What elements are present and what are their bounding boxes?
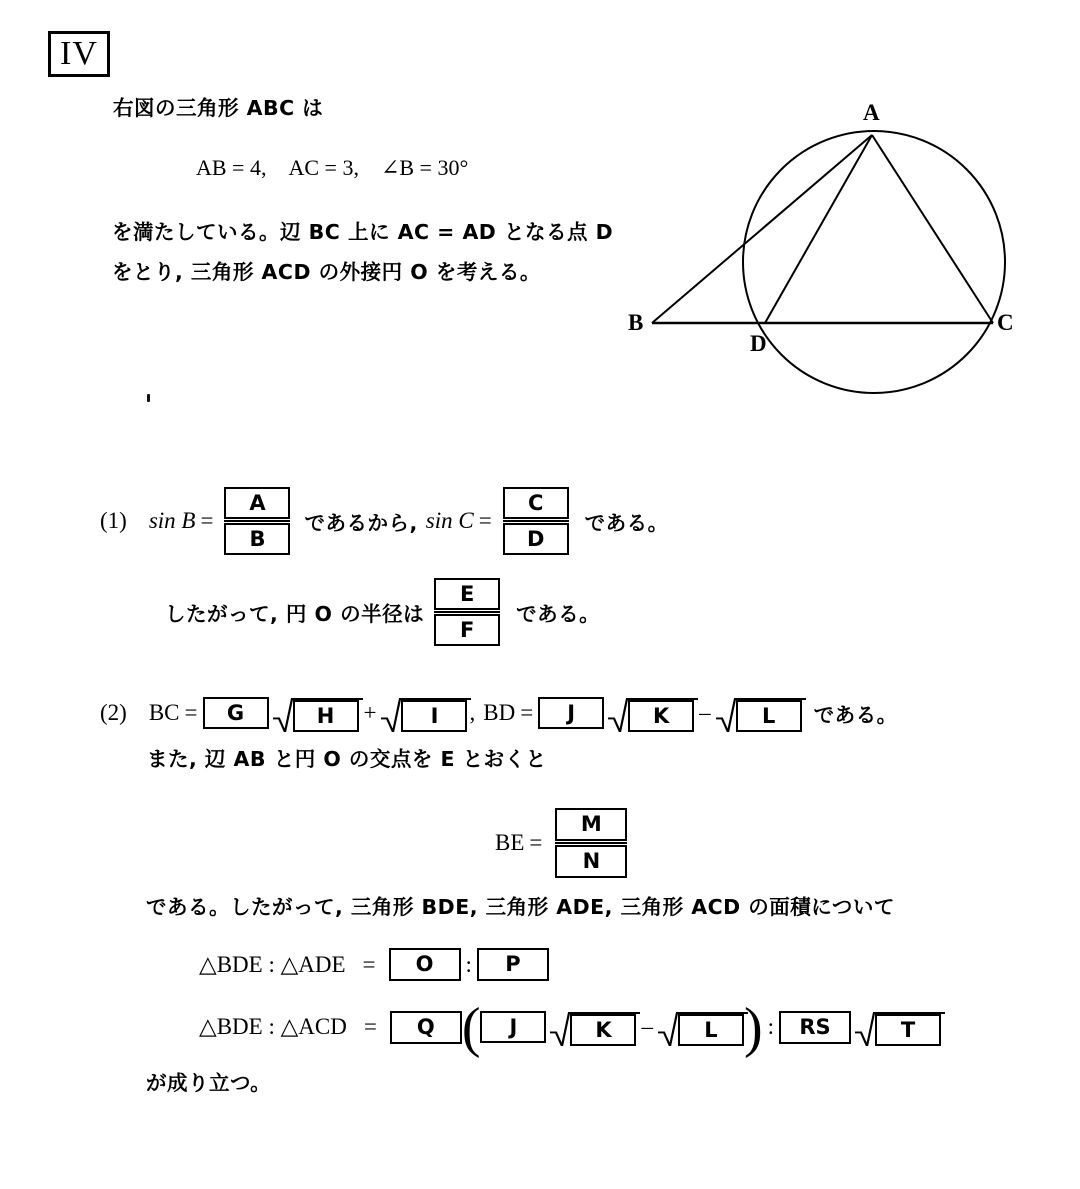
segment-ac xyxy=(872,135,993,323)
part2-line1 xyxy=(100,694,898,732)
answer-box-T[interactable]: T xyxy=(875,1014,941,1046)
part1-line1 xyxy=(100,487,669,555)
fraction-bar xyxy=(555,842,627,844)
equals-sign-5: = xyxy=(529,830,543,855)
radical-overbar xyxy=(399,698,471,700)
equals-sign-6: = xyxy=(362,951,376,977)
radical-overbar xyxy=(734,698,806,700)
part2-line3: である。したがって, 三角形 BDE, 三角形 ADE, 三角形 ACD の面積について xyxy=(146,895,895,919)
radical-sign-icon xyxy=(608,698,628,732)
answer-box-K-1[interactable]: K xyxy=(628,700,694,732)
radical-sign-icon xyxy=(855,1012,875,1046)
radical-overbar xyxy=(291,698,363,700)
answer-box-I[interactable]: I xyxy=(401,700,467,732)
part2-line2: また, 辺 AB と円 O の交点を E とおくと xyxy=(147,747,547,771)
figure-svg xyxy=(600,88,1040,408)
radical-sign-icon xyxy=(658,1012,678,1046)
ratio1-lhs: △BDE : △ADE xyxy=(199,951,346,977)
radical-sign-icon xyxy=(716,698,736,732)
body-line-1: を満たしている。辺 BC 上に AC = AD となる点 D xyxy=(112,220,614,244)
radical-sign-icon xyxy=(550,1012,570,1046)
answer-box-E[interactable]: E xyxy=(434,578,500,610)
ratio-colon-2: : xyxy=(767,1014,775,1039)
fraction-denominator xyxy=(555,845,627,878)
equals-sign-7: = xyxy=(363,1014,377,1039)
question-number-box xyxy=(48,31,110,77)
plus-sign: + xyxy=(363,700,377,725)
answer-box-N[interactable]: N xyxy=(555,845,627,878)
ratio-line-2 xyxy=(199,997,941,1059)
question-number-label: IV xyxy=(60,35,98,72)
fraction-denominator xyxy=(434,614,500,646)
geometry-figure xyxy=(600,88,1040,413)
answer-box-Q[interactable]: Q xyxy=(390,1011,462,1044)
part1-line2 xyxy=(165,578,600,646)
close-paren: ) xyxy=(743,997,763,1059)
answer-box-C[interactable]: C xyxy=(503,487,569,519)
answer-box-O[interactable]: O xyxy=(389,948,461,981)
be-equation xyxy=(495,808,627,878)
figure-label-b: B xyxy=(628,310,644,335)
segment-ab xyxy=(652,135,872,323)
fraction-bar xyxy=(503,520,569,522)
radical-sign-icon xyxy=(273,698,293,732)
equals-sign-3: = xyxy=(184,700,198,725)
ratio2-lhs: △BDE : △ACD xyxy=(199,1014,347,1039)
fraction-numerator xyxy=(224,487,290,519)
comma-separator: , xyxy=(469,700,476,725)
connector-text-1: であるから, xyxy=(304,511,418,535)
answer-box-J-2[interactable]: J xyxy=(480,1011,546,1043)
radical-H xyxy=(273,694,359,732)
fraction-denominator xyxy=(503,523,569,555)
radius-fraction xyxy=(434,578,500,646)
radical-I xyxy=(381,694,467,732)
scan-artifact xyxy=(147,394,150,402)
radical-overbar xyxy=(568,1012,640,1014)
bd-label: BD xyxy=(483,700,516,725)
answer-box-L-2[interactable]: L xyxy=(678,1014,744,1046)
equals-sign-4: = xyxy=(520,700,534,725)
circle-o xyxy=(743,131,1005,393)
tail-text-3: である。 xyxy=(813,703,898,727)
intro-line: 右図の三角形 ABC は xyxy=(113,96,324,120)
minus-sign-2: – xyxy=(641,1014,653,1039)
radical-T xyxy=(855,1008,941,1046)
radical-L-1 xyxy=(716,694,802,732)
tail-text-2: である。 xyxy=(516,602,601,626)
sin-c-fraction xyxy=(503,487,569,555)
body-line-2: をとり, 三角形 ACD の外接円 O を考える。 xyxy=(112,260,541,284)
answer-box-M[interactable]: M xyxy=(555,808,627,841)
figure-label-a: A xyxy=(863,100,880,125)
bc-label: BC xyxy=(148,700,180,725)
be-label: BE xyxy=(495,830,525,855)
minus-sign-1: – xyxy=(699,700,711,725)
answer-box-G[interactable]: G xyxy=(203,697,269,729)
figure-label-d: D xyxy=(750,331,767,356)
radical-K-2 xyxy=(550,1008,636,1046)
radical-sign-icon xyxy=(381,698,401,732)
radical-overbar xyxy=(626,698,698,700)
answer-box-H[interactable]: H xyxy=(293,700,359,732)
answer-box-B[interactable]: B xyxy=(224,523,290,555)
answer-box-F[interactable]: F xyxy=(434,614,500,646)
fraction-numerator xyxy=(503,487,569,519)
equals-sign-2: = xyxy=(478,508,492,533)
ratio-line-1 xyxy=(199,948,549,981)
fraction-numerator xyxy=(555,808,627,841)
radical-overbar xyxy=(676,1012,748,1014)
radical-overbar xyxy=(873,1012,945,1014)
radius-lead-text: したがって, 円 O の半径は xyxy=(165,602,425,626)
figure-label-c: C xyxy=(997,310,1014,335)
radical-K-1 xyxy=(608,694,694,732)
answer-box-A[interactable]: A xyxy=(224,487,290,519)
be-fraction xyxy=(555,808,627,878)
sin-b-label: sin B xyxy=(148,508,196,533)
closing-line: が成り立つ。 xyxy=(146,1071,272,1095)
fraction-bar xyxy=(224,520,290,522)
open-paren: ( xyxy=(461,997,481,1059)
fraction-bar xyxy=(434,611,500,613)
fraction-numerator xyxy=(434,578,500,610)
answer-box-RS[interactable]: RS xyxy=(779,1011,851,1044)
part2-marker: (2) xyxy=(100,700,127,725)
answer-box-L-1[interactable]: L xyxy=(736,700,802,732)
answer-box-D[interactable]: D xyxy=(503,523,569,555)
equals-sign-1: = xyxy=(200,508,214,533)
answer-box-P[interactable]: P xyxy=(477,948,549,981)
part1-marker: (1) xyxy=(100,508,127,533)
sin-c-label: sin C xyxy=(425,508,474,533)
fraction-denominator xyxy=(224,523,290,555)
tail-text-1: である。 xyxy=(584,511,669,535)
radical-L-2 xyxy=(658,1008,744,1046)
answer-box-J-1[interactable]: J xyxy=(538,697,604,729)
given-conditions: AB = 4, AC = 3, ∠B = 30° xyxy=(196,155,469,180)
ratio-colon-1: : xyxy=(465,951,472,977)
segment-ad xyxy=(765,135,872,323)
answer-box-K-2[interactable]: K xyxy=(570,1014,636,1046)
sin-b-fraction xyxy=(224,487,290,555)
